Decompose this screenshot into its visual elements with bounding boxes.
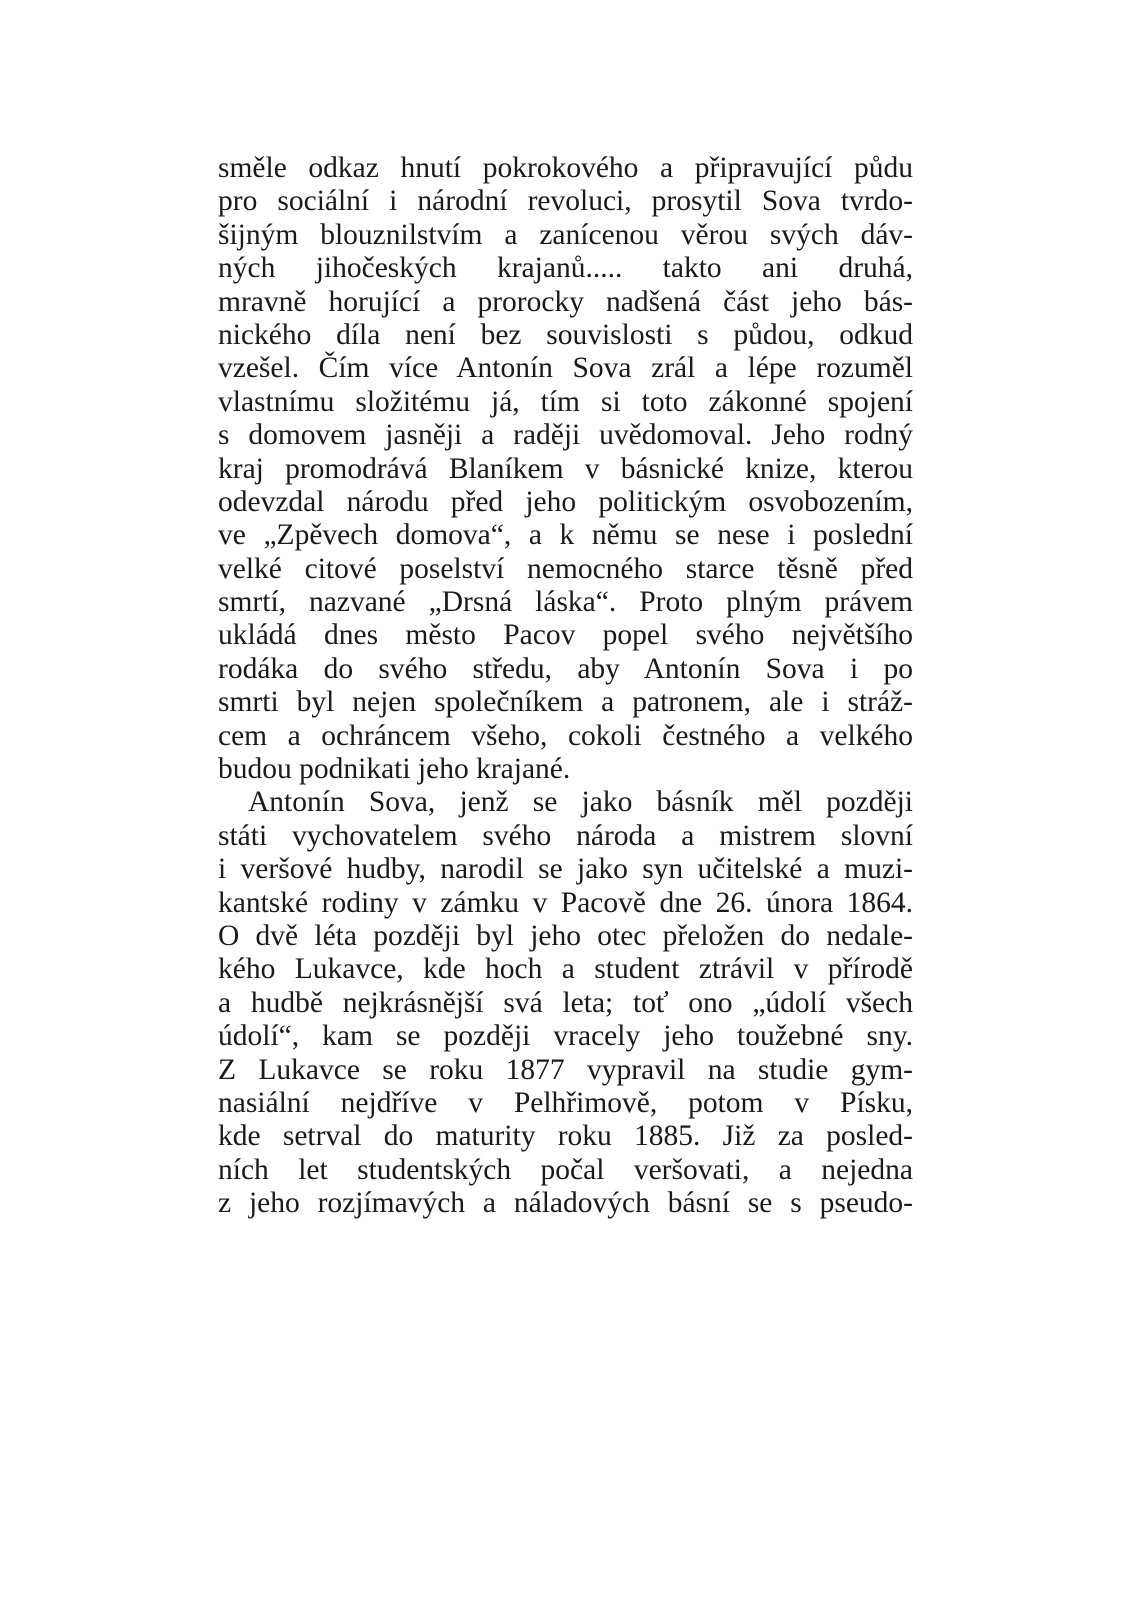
text-line: státi vychovatelem svého národa a mistrem slovní bbox=[218, 819, 913, 852]
text-line: vlastnímu složitému já, tím si toto zákonné spojení bbox=[218, 385, 913, 418]
text-line: a hudbě nejkrásnější svá leta; toť ono „údolí všech bbox=[218, 986, 913, 1019]
text-line: mravně horující a prorocky nadšená část jeho bás- bbox=[218, 285, 913, 318]
text-line: vzešel. Čím více Antonín Sova zrál a lépe rozuměl bbox=[218, 352, 913, 385]
text-line: ních let studentských počal veršovati, a nejedna bbox=[218, 1153, 913, 1186]
body-text bbox=[218, 152, 913, 1221]
text-line: pro sociální i národní revoluci, prosytil Sova tvrdo- bbox=[218, 185, 913, 218]
text-line: i veršové hudby, narodil se jako syn učitelské a muzi- bbox=[218, 853, 913, 886]
text-line: Antonín Sova, jenž se jako básník měl později bbox=[248, 786, 913, 819]
text-line: smrti byl nejen společníkem a patronem, ale i stráž- bbox=[218, 686, 913, 719]
text-line: kého Lukavce, kde hoch a student ztrávil v přírodě bbox=[218, 953, 913, 986]
text-line: ve „Zpěvech domova“, a k němu se nese i poslední bbox=[218, 519, 913, 552]
text-line: šijným blouznilstvím a zanícenou věrou svých dáv- bbox=[218, 218, 913, 251]
text-line: rodáka do svého středu, aby Antonín Sova i po bbox=[218, 652, 913, 685]
text-line: nasiální nejdříve v Pelhřimově, potom v Písku, bbox=[218, 1086, 913, 1119]
text-line: cem a ochráncem všeho, cokoli čestného a velkého bbox=[218, 719, 913, 752]
text-line: údolí“, kam se později vracely jeho toužebné sny. bbox=[218, 1020, 913, 1053]
text-line: smrtí, nazvané „Drsná láska“. Proto plným právem bbox=[218, 586, 913, 619]
text-line: nického díla není bez souvislosti s půdou, odkud bbox=[218, 318, 913, 351]
text-line: O dvě léta později byl jeho otec přeložen do nedale- bbox=[218, 919, 913, 952]
text-line: budou podnikati jeho krajané. bbox=[218, 753, 571, 786]
text-line: kde setrval do maturity roku 1885. Již za posled- bbox=[218, 1120, 913, 1153]
text-line: ukládá dnes město Pacov popel svého největšího bbox=[218, 619, 913, 652]
text-line: kantské rodiny v zámku v Pacově dne 26. února 1864. bbox=[218, 886, 913, 919]
text-line: Z Lukavce se roku 1877 vypravil na studie gym- bbox=[218, 1053, 913, 1086]
text-line: odevzdal národu před jeho politickým osvobozením, bbox=[218, 485, 913, 518]
text-line: velké citové poselství nemocného starce těsně před bbox=[218, 552, 913, 585]
text-line: ných jihočeských krajanů..... takto ani druhá, bbox=[218, 252, 913, 285]
text-line: s domovem jasněji a raději uvědomoval. Jeho rodný bbox=[218, 419, 913, 452]
text-line: z jeho rozjímavých a náladových básní se s pseudo- bbox=[218, 1187, 913, 1220]
text-line: směle odkaz hnutí pokrokového a připravující půdu bbox=[218, 152, 913, 184]
text-line: kraj promodrává Blaníkem v básnické knize, kterou bbox=[218, 452, 913, 485]
